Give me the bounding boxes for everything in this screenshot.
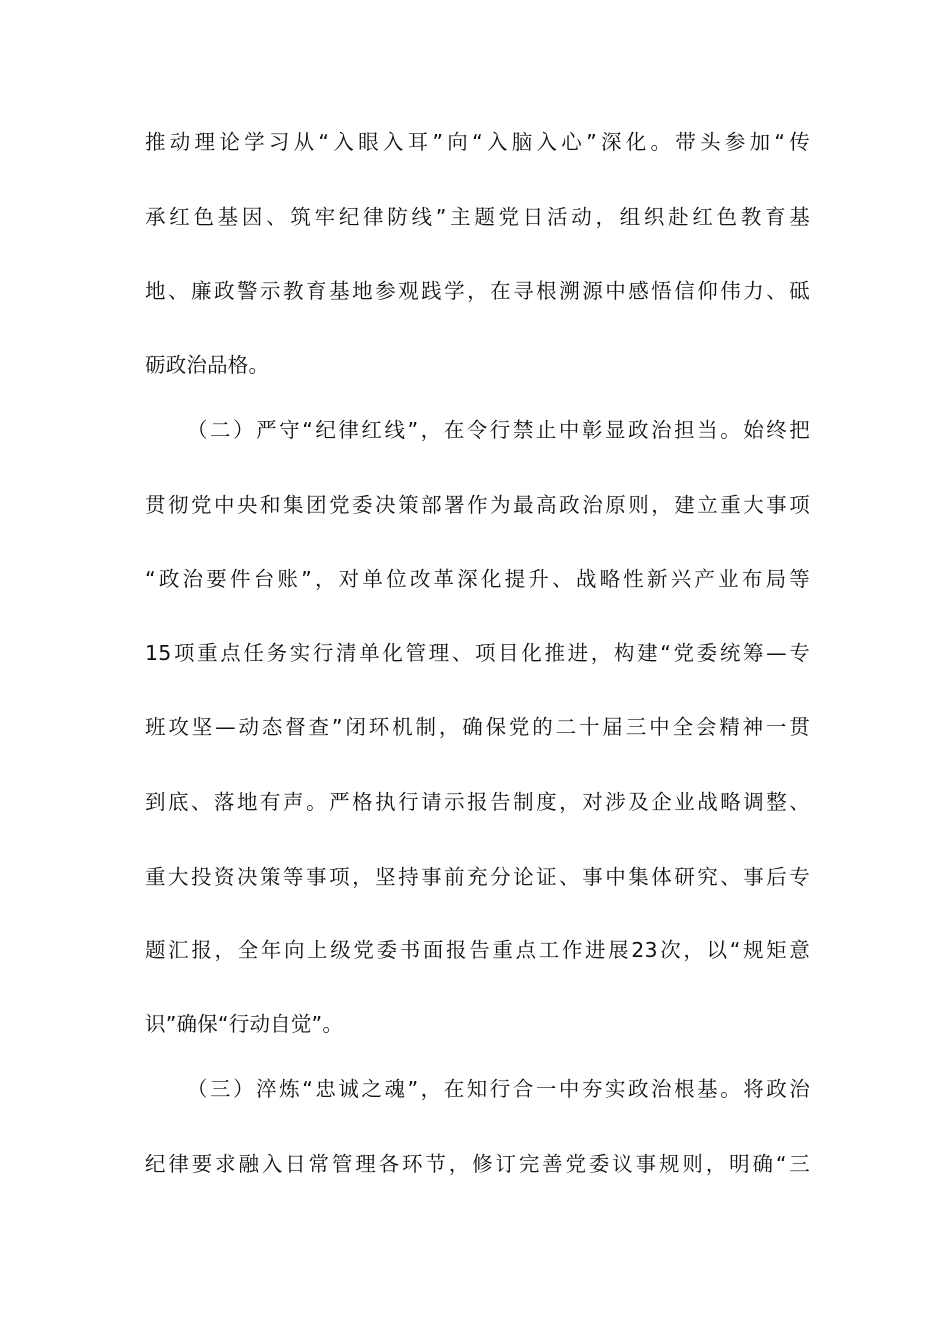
paragraph-3-line-1: （三）淬炼“忠诚之魂”，在知行合一中夯实政治根基。将政治 (187, 1077, 810, 1101)
paragraph-1-line-4: 砺政治品格。 (145, 353, 270, 377)
paragraph-2-line-5: 班攻坚—动态督查”闭环机制，确保党的二十届三中全会精神一贯 (145, 715, 810, 739)
paragraph-2-line-1: （二）严守“纪律红线”，在令行禁止中彰显政治担当。始终把 (187, 418, 810, 442)
paragraph-1-line-3: 地、廉政警示教育基地参观践学，在寻根溯源中感悟信仰伟力、砥 (145, 279, 810, 303)
paragraph-2-line-3: “政治要件台账”，对单位改革深化提升、战略性新兴产业布局等 (145, 567, 810, 591)
paragraph-2-line-4: 15项重点任务实行清单化管理、项目化推进，构建“党委统筹—专 (145, 641, 810, 665)
paragraph-2-line-2: 贯彻党中央和集团党委决策部署作为最高政治原则，建立重大事项 (145, 493, 810, 517)
paragraph-1-line-1: 推动理论学习从“入眼入耳”向“入脑入心”深化。带头参加“传 (145, 130, 810, 154)
paragraph-3-line-2: 纪律要求融入日常管理各环节，修订完善党委议事规则，明确“三 (145, 1152, 810, 1176)
paragraph-2-line-7: 重大投资决策等事项，坚持事前充分论证、事中集体研究、事后专 (145, 865, 810, 889)
paragraph-2-line-9: 识”确保“行动自觉”。 (145, 1012, 344, 1036)
paragraph-2-line-6: 到底、落地有声。严格执行请示报告制度，对涉及企业战略调整、 (145, 790, 810, 814)
paragraph-2-line-8: 题汇报，全年向上级党委书面报告重点工作进展23次，以“规矩意 (145, 938, 810, 962)
paragraph-1-line-2: 承红色基因、筑牢纪律防线”主题党日活动，组织赴红色教育基 (145, 205, 810, 229)
